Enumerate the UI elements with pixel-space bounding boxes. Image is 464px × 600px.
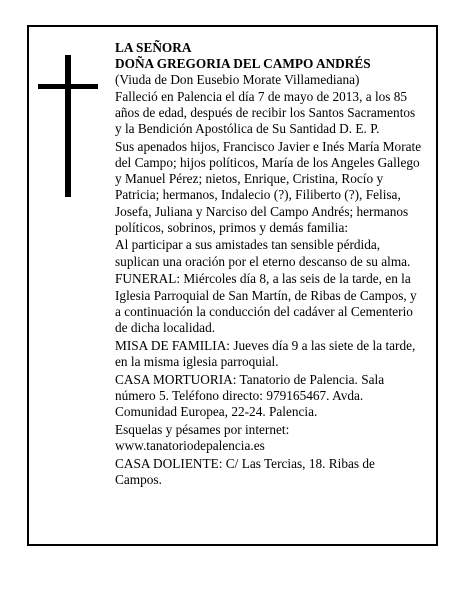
cross-horizontal-bar bbox=[38, 84, 98, 89]
online-condolences: Esquelas y pésames por internet: www.tanatoriodepalencia.es bbox=[115, 421, 290, 453]
family-list: Sus apenados hijos, Francisco Javier e Inés María Morate del Campo; hijos políticos, María de los Angeles Gallego y Manuel Pérez; nietos, Enrique, Cristina, Rocío y Patricia; hermanos, Indalecio (?), Filiberto (?), Felisa, Josefa, Juliana y Narciso del Campo Andrés; hermanos políticos, sobrinos, primos y demás familia: bbox=[115, 138, 422, 235]
cross-icon bbox=[38, 55, 98, 197]
funeral-info: FUNERAL: Miércoles día 8, a las seis de la tarde, en la Iglesia Parroquial de San Martín, de Ribas de Campos, y a continuación la conducción del cadáver al Cementerio de dicha localidad. bbox=[115, 271, 417, 335]
funeral-home-info: CASA MORTUORIA: Tanatorio de Palencia. Sala número 5. Teléfono directo: 979165467. Avda. Comunidad Europea, 22-24. Palencia. bbox=[115, 371, 385, 419]
mourning-home-info: CASA DOLIENTE: C/ Las Tercias, 18. Ribas de Campos. bbox=[115, 455, 375, 487]
prayer-request: Al participar a sus amistades tan sensible pérdida, suplican una oración por el eterno descanso de su alma. bbox=[115, 237, 411, 269]
family-mass-info: MISA DE FAMILIA: Jueves día 9 a las siete de la tarde, en la misma iglesia parroquial. bbox=[115, 337, 416, 369]
honorific-title: LA SEÑORA bbox=[115, 40, 192, 55]
deceased-name: DOÑA GREGORIA DEL CAMPO ANDRÉS bbox=[115, 56, 371, 72]
obituary-text bbox=[115, 40, 425, 489]
death-announcement: Falleció en Palencia el día 7 de mayo de 2013, a los 85 años de edad, después de recibir los Santos Sacramentos y la Bendición Apostólica de Su Santidad D. E. P. bbox=[115, 88, 416, 137]
cross-vertical-bar bbox=[65, 55, 71, 197]
widow-note: (Viuda de Don Eusebio Morate Villamediana) bbox=[115, 72, 360, 88]
